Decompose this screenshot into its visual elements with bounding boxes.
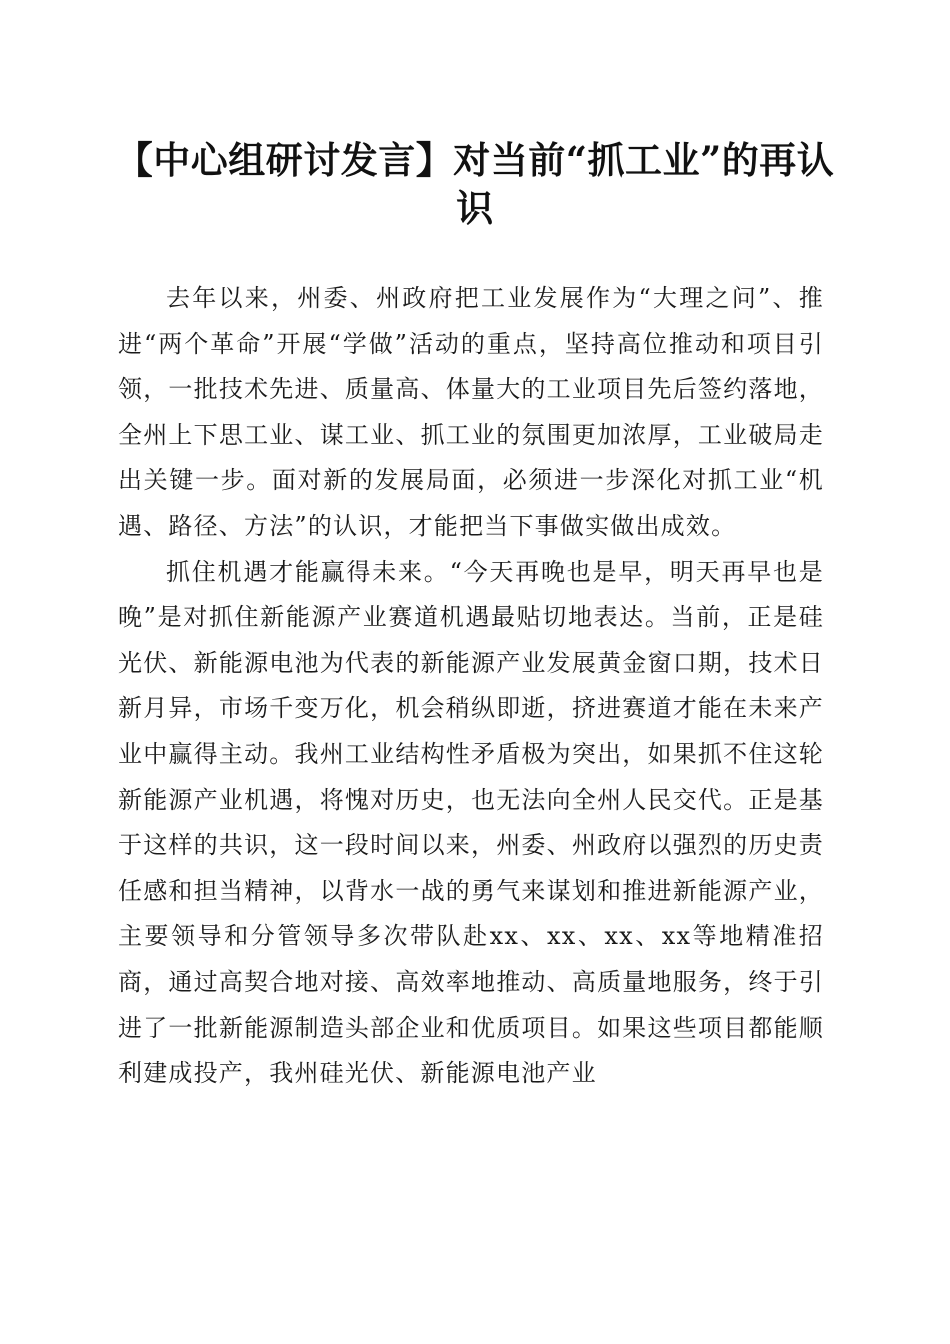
paragraph: 去年以来，州委、州政府把工业发展作为“大理之问”、推进“两个革命”开展“学做”活动的重点，坚持高位推动和项目引领，一批技术先进、质量高、体量大的工业项目先后签约落地，全州上下思工业、谋工业、抓工业的氛围更加浓厚，工业破局走出关键一步。面对新的发展局面，必须进一步深化对抓工业“机遇、路径、方法”的认识，才能把当下事做实做出成效。 — [118, 284, 824, 540]
document-body — [118, 276, 824, 1097]
paragraph: 抓住机遇才能赢得未来。“今天再晚也是早，明天再早也是晚”是对抓住新能源产业赛道机遇最贴切地表达。当前，正是硅光伏、新能源电池为代表的新能源产业发展黄金窗口期，技术日新月异，市场千变万化，机会稍纵即逝，挤进赛道才能在未来产业中赢得主动。我州工业结构性矛盾极为突出，如果抓不住这轮新能源产业机遇，将愧对历史，也无法向全州人民交代。正是基于这样的共识，这一段时间以来，州委、州政府以强烈的历史责任感和担当精神，以背水一战的勇气来谋划和推进新能源产业，主要领导和分管领导多次带队赴xx、xx、xx、xx等地精准招商，通过高契合地对接、高效率地推动、高质量地服务，终于引进了一批新能源制造头部企业和优质项目。如果这些项目都能顺利建成投产，我州硅光伏、新能源电池产业 — [118, 557, 824, 1088]
document-title: 【中心组研讨发言】对当前“抓工业”的再认识 — [115, 138, 835, 230]
